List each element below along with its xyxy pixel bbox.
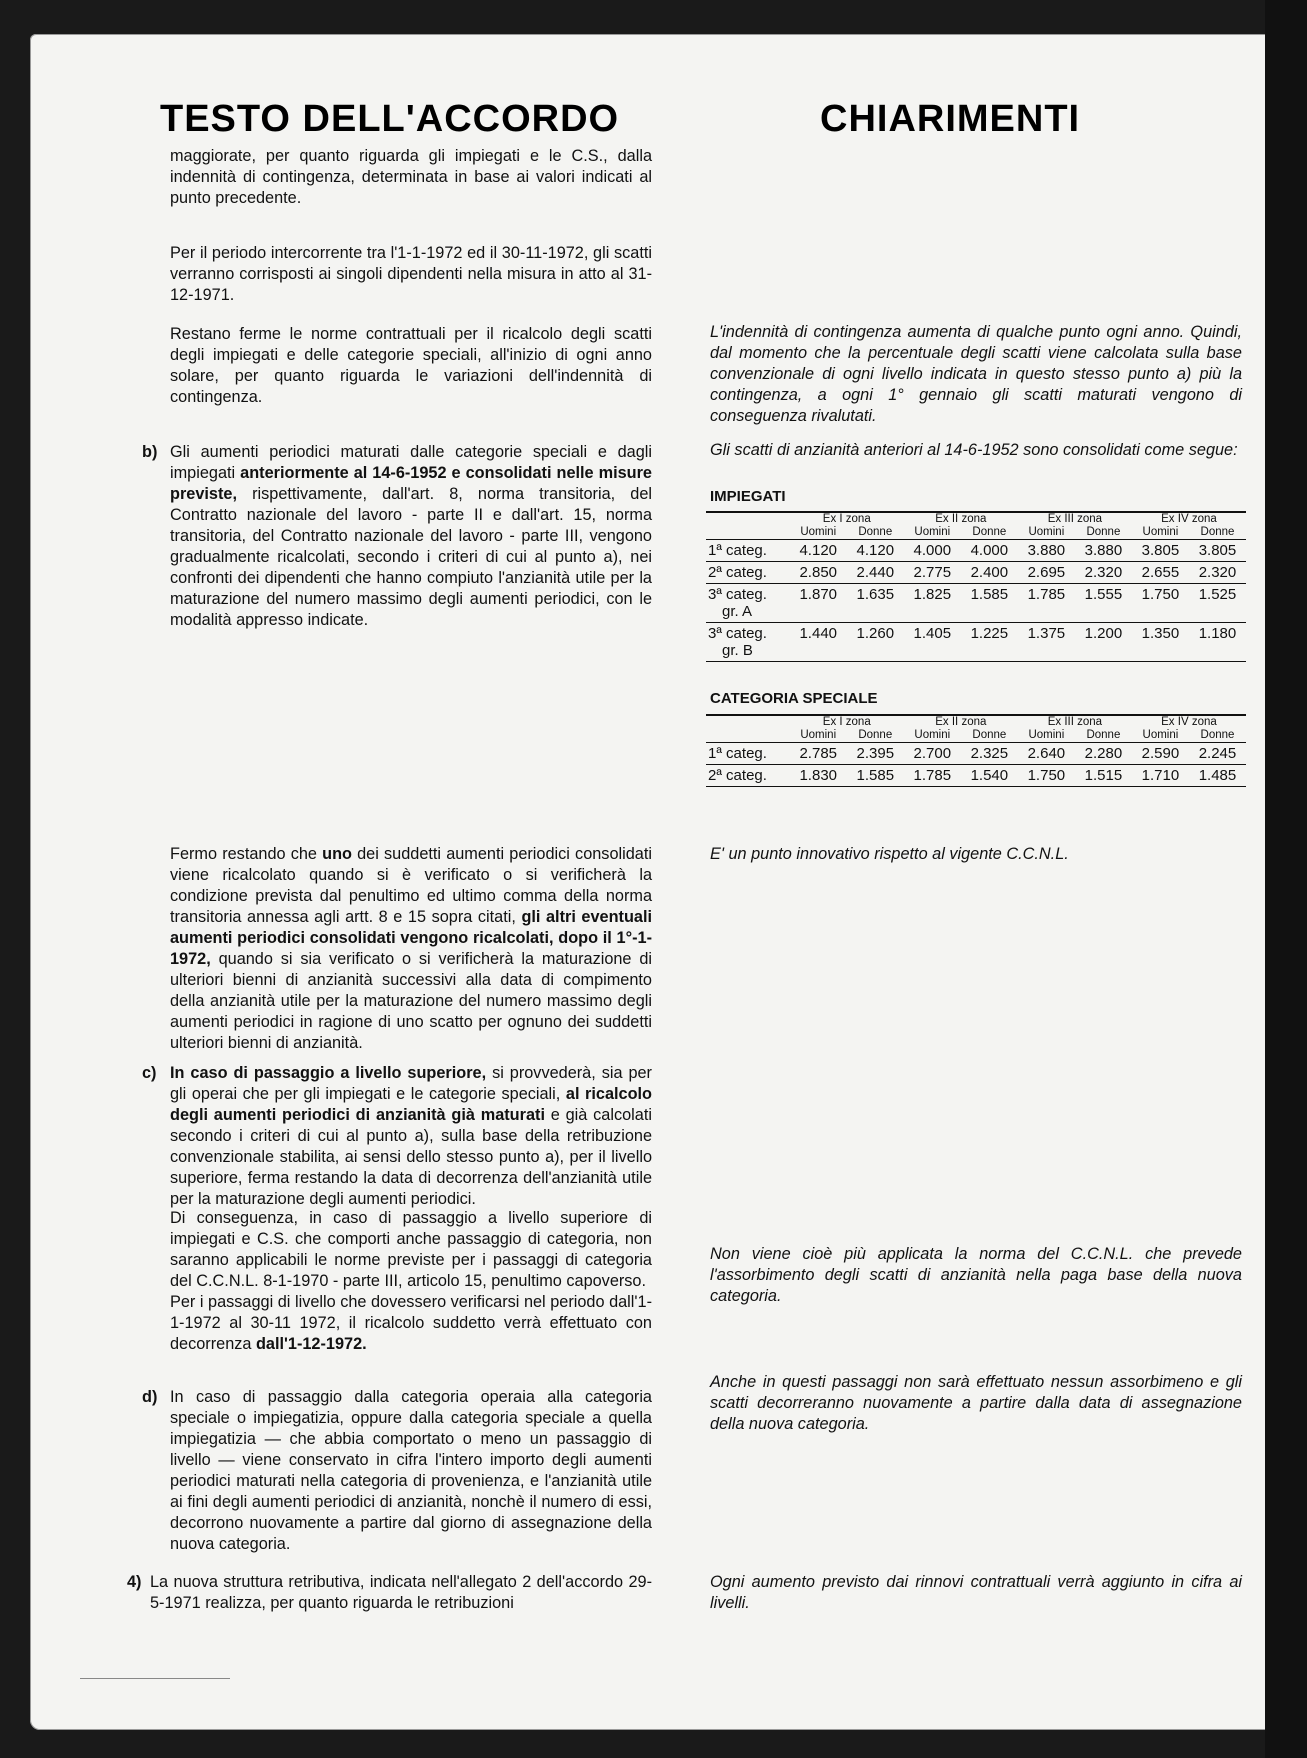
donne-header: Donne xyxy=(847,729,904,743)
value-cell: 1.830 xyxy=(790,765,847,787)
table-row xyxy=(706,562,1246,584)
left-paragraph-3: Restano ferme le norme contrattuali per il ricalcolo degli scatti degli impiegati e delle categorie speciali, all'inizio di ogni anno solare, per quanto riguarda le variazioni dell'indennità di contingenza. xyxy=(170,325,652,406)
value-cell: 1.540 xyxy=(961,765,1018,787)
value-cell: 1.525 xyxy=(1189,584,1246,623)
uomini-header: Uomini xyxy=(1132,729,1189,743)
note-scatti-anteriori: Gli scatti di anzianità anteriori al 14-6-1952 sono consolidati come segue: xyxy=(710,441,1238,459)
value-cell: 1.585 xyxy=(961,584,1018,623)
uomini-header: Uomini xyxy=(790,526,847,540)
header-blank xyxy=(706,715,790,729)
value-cell: 4.120 xyxy=(847,540,904,562)
table-speciale-title: CATEGORIA SPECIALE xyxy=(710,690,878,707)
value-cell: 1.225 xyxy=(961,623,1018,662)
value-cell: 4.120 xyxy=(790,540,847,562)
note-punto-innovativo: E' un punto innovativo rispetto al vigente C.C.N.L. xyxy=(710,845,1069,863)
table-categoria-speciale xyxy=(706,714,1246,787)
zone-header: Ex II zona xyxy=(904,715,1018,729)
zone-header: Ex III zona xyxy=(1018,512,1132,526)
uomini-header: Uomini xyxy=(904,729,961,743)
table-row xyxy=(706,623,1246,662)
category-cell: 3ª categ. gr. B xyxy=(706,623,790,662)
value-cell: 2.280 xyxy=(1075,743,1132,765)
zone-header: Ex I zona xyxy=(790,512,904,526)
left-paragraph-2: Per il periodo intercorrente tra l'1-1-1972 ed il 30-11-1972, gli scatti verranno corrisposti ai singoli dipendenti nella misura in atto al 31-12-1971. xyxy=(170,244,652,304)
uomini-header: Uomini xyxy=(1018,526,1075,540)
value-cell: 1.555 xyxy=(1075,584,1132,623)
donne-header: Donne xyxy=(961,526,1018,540)
category-cell: 2ª categ. xyxy=(706,765,790,787)
point-b-text: Gli aumenti periodici maturati dalle categorie speciali e dagli impiegati anteriormente al 14-6-1952 e consolidati nelle misure previste, rispettivamente, dall'art. 8, norma transitoria, del Contratto nazionale del lavoro - parte II e dall'art. 15, norma transitoria, del Contratto nazionale del lavoro - parte III, vengono gradualmente ricalcolati, secondo i criteri di cui al punto a), nei confronti dei dipendenti che hanno compiuto l'anzianità utile per la maturazione del numero massimo degli aumenti periodici, con le modalità appresso indicate. xyxy=(170,443,652,629)
fermo-restando-paragraph: Fermo restando che uno dei suddetti aumenti periodici consolidati viene ricalcolato quando si è verificato o si verificherà la condizione prevista dal penultimo ed ultimo comma della norma transitoria annessa agli artt. 8 e 15 sopra citati, gli altri eventuali aumenti periodici consolidati vengono ricalcolati, dopo il 1°-1-1972, quando si sia verificato o si verificherà la maturazione di ulteriori bienni di anzianità successivi alla data di compimento della anzianità utile per la maturazione del numero massimo degli aumenti periodici in ragione di uno scatto per ognuno dei suddetti ulteriori bienni di anzianità. xyxy=(170,845,652,1052)
zone-header: Ex IV zona xyxy=(1132,512,1246,526)
point-d-label: d) xyxy=(142,1388,158,1406)
value-cell: 2.700 xyxy=(904,743,961,765)
donne-header: Donne xyxy=(1075,729,1132,743)
value-cell: 1.375 xyxy=(1018,623,1075,662)
uomini-header: Uomini xyxy=(790,729,847,743)
table-row xyxy=(706,540,1246,562)
uomini-header: Uomini xyxy=(904,526,961,540)
value-cell: 1.870 xyxy=(790,584,847,623)
zone-header: Ex I zona xyxy=(790,715,904,729)
point-c-text: In caso di passaggio a livello superiore, si provvederà, sia per gli operai che per gli impiegati e le categorie speciali, al ricalcolo degli aumenti periodici di anzianità già maturati e già calcolati secondo i criteri di cui al punto a), sulla base della retribuzione convenzionale stabilita, ai sensi dello stesso punto a), per il livello superiore, ferma restando la data di decorrenza dell'anzianità utile per la maturazione degli aumenti periodici. xyxy=(170,1064,652,1208)
value-cell: 2.590 xyxy=(1132,743,1189,765)
value-cell: 1.585 xyxy=(847,765,904,787)
value-cell: 1.785 xyxy=(1018,584,1075,623)
value-cell: 2.695 xyxy=(1018,562,1075,584)
point-c-paragraph-2: Di conseguenza, in caso di passaggio a livello superiore di impiegati e C.S. che comporti anche passaggio di categoria, non saranno applicabili le norme previste per i passaggi di categoria del C.C.N.L. 8-1-1970 - parte III, articolo 15, penultimo capoverso. xyxy=(170,1209,652,1290)
value-cell: 2.655 xyxy=(1132,562,1189,584)
value-cell: 1.785 xyxy=(904,765,961,787)
header-blank xyxy=(706,512,790,526)
value-cell: 1.260 xyxy=(847,623,904,662)
value-cell: 1.180 xyxy=(1189,623,1246,662)
value-cell: 1.635 xyxy=(847,584,904,623)
table-row xyxy=(706,584,1246,623)
point-b-label: b) xyxy=(142,443,158,461)
zone-header: Ex II zona xyxy=(904,512,1018,526)
uomini-header: Uomini xyxy=(1132,526,1189,540)
point-c-label: c) xyxy=(142,1064,157,1082)
value-cell: 2.640 xyxy=(1018,743,1075,765)
show-through xyxy=(30,34,31,35)
value-cell: 1.750 xyxy=(1018,765,1075,787)
value-cell: 3.880 xyxy=(1018,540,1075,562)
note-passaggi: Anche in questi passaggi non sarà effettuato nessun assorbimeno e gli scatti decorreranno nuovamente a partire dalla data di assegnazione della nuova categoria. xyxy=(710,1373,1242,1433)
value-cell: 2.400 xyxy=(961,562,1018,584)
value-cell: 1.515 xyxy=(1075,765,1132,787)
value-cell: 1.405 xyxy=(904,623,961,662)
value-cell: 3.880 xyxy=(1075,540,1132,562)
donne-header: Donne xyxy=(1189,729,1246,743)
donne-header: Donne xyxy=(1189,526,1246,540)
value-cell: 2.785 xyxy=(790,743,847,765)
category-cell: 2ª categ. xyxy=(706,562,790,584)
category-cell: 1ª categ. xyxy=(706,540,790,562)
value-cell: 4.000 xyxy=(961,540,1018,562)
value-cell: 2.325 xyxy=(961,743,1018,765)
header-right: CHIARIMENTI xyxy=(820,98,1081,140)
donne-header: Donne xyxy=(1075,526,1132,540)
note-contingenza: L'indennità di contingenza aumenta di qualche punto ogni anno. Quindi, dal momento che la percentuale degli scatti viene calcolata sulla base convenzionale di ogni livello indicata in questo stesso punto a) più la contingenza, a ogni 1° gennaio gli scatti maturati vengono di conseguenza rivalutati. xyxy=(710,323,1242,425)
value-cell: 2.245 xyxy=(1189,743,1246,765)
header-left: TESTO DELL'ACCORDO xyxy=(160,98,620,140)
left-paragraph-1: maggiorate, per quanto riguarda gli impiegati e le C.S., dalla indennità di contingenza, determinata in base ai valori indicati al punto precedente. xyxy=(170,147,652,207)
value-cell: 1.350 xyxy=(1132,623,1189,662)
note-aumenti: Ogni aumento previsto dai rinnovi contrattuali verrà aggiunto in cifra ai livelli. xyxy=(710,1573,1242,1612)
bottom-rule xyxy=(80,1678,230,1679)
adjacent-page-edge xyxy=(1265,0,1307,1758)
uomini-header: Uomini xyxy=(1018,729,1075,743)
point-4-label: 4) xyxy=(127,1573,142,1591)
category-cell: 3ª categ. gr. A xyxy=(706,584,790,623)
table-row xyxy=(706,765,1246,787)
point-c-paragraph-3: Per i passaggi di livello che dovessero verificarsi nel periodo dall'1-1-1972 al 30-11 1972, il ricalcolo suddetto verrà effettuato con decorrenza dall'1-12-1972. xyxy=(170,1293,652,1353)
value-cell: 1.750 xyxy=(1132,584,1189,623)
value-cell: 1.825 xyxy=(904,584,961,623)
zone-header: Ex IV zona xyxy=(1132,715,1246,729)
value-cell: 1.200 xyxy=(1075,623,1132,662)
value-cell: 1.485 xyxy=(1189,765,1246,787)
point-4-text: La nuova struttura retributiva, indicata nell'allegato 2 dell'accordo 29-5-1971 realizza, per quanto riguarda le retribuzioni xyxy=(150,1573,652,1612)
value-cell: 3.805 xyxy=(1189,540,1246,562)
value-cell: 1.440 xyxy=(790,623,847,662)
note-assorbimento: Non viene cioè più applicata la norma del C.C.N.L. che prevede l'assorbimento degli scatti di anzianità nella paga base della nuova categoria. xyxy=(710,1245,1242,1305)
value-cell: 2.850 xyxy=(790,562,847,584)
category-cell: 1ª categ. xyxy=(706,743,790,765)
donne-header: Donne xyxy=(847,526,904,540)
page xyxy=(30,34,1282,1730)
value-cell: 2.320 xyxy=(1075,562,1132,584)
zone-header: Ex III zona xyxy=(1018,715,1132,729)
table-impiegati xyxy=(706,511,1246,662)
value-cell: 1.710 xyxy=(1132,765,1189,787)
point-d-text: In caso di passaggio dalla categoria operaia alla categoria speciale o impiegatizia, oppure dalla categoria speciale a quella impiegatizia — che abbia comportato o meno un passaggio di livello — viene conservato in cifra l'intero importo degli aumenti periodici maturati nella categoria di provenienza, e l'anzianità utile ai fini degli aumenti periodici di anzianità, nonchè il numero di essi, decorrono nuovamente a partire dal giorno di assegnazione della nuova categoria. xyxy=(170,1388,652,1553)
table-impiegati-title: IMPIEGATI xyxy=(710,488,786,505)
value-cell: 4.000 xyxy=(904,540,961,562)
donne-header: Donne xyxy=(961,729,1018,743)
value-cell: 2.395 xyxy=(847,743,904,765)
value-cell: 3.805 xyxy=(1132,540,1189,562)
value-cell: 2.320 xyxy=(1189,562,1246,584)
value-cell: 2.440 xyxy=(847,562,904,584)
table-row xyxy=(706,743,1246,765)
value-cell: 2.775 xyxy=(904,562,961,584)
